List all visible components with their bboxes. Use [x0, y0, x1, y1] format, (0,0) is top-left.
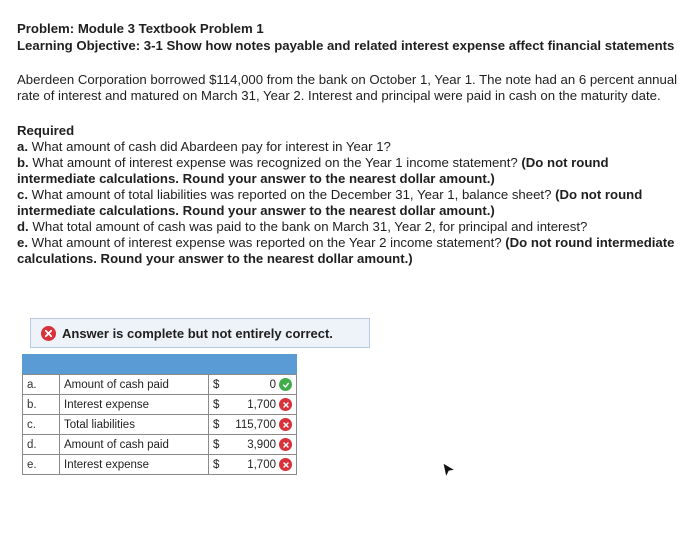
problem-intro: Aberdeen Corporation borrowed $114,000 from the bank on October 1, Year 1. The note had an 6 percent annual rate of interest and matured on March 31, Year 2. Interest and principal were paid in cash on the maturity date.	[17, 72, 678, 103]
question-c-note: (Do not round intermediate calculations. Round your answer to the nearest dollar amount.)	[17, 187, 643, 218]
problem-page	[17, 20, 685, 267]
question-b-note: (Do not round intermediate calculations. Round your answer to the nearest dollar amount.)	[17, 155, 609, 186]
table-row: c. Total liabilities $ 115,700	[23, 415, 297, 435]
x-circle-icon	[279, 458, 292, 471]
answer-input-e[interactable]: 1,700	[221, 455, 297, 475]
answer-input-c[interactable]: 115,700	[221, 415, 297, 435]
question-c: c. What amount of total liabilities was reported on the December 31, Year 1, balance sheet? (Do not round intermediate calculations. Round your answer to the nearest dollar amount.)	[17, 187, 643, 218]
questions-list	[17, 139, 685, 267]
mouse-cursor-icon	[442, 462, 456, 478]
answer-table	[22, 354, 297, 475]
answer-input-a[interactable]: 0	[221, 375, 297, 395]
question-e-note: (Do not round intermediate calculations. Round your answer to the nearest dollar amount.)	[17, 235, 675, 266]
question-a: a. What amount of cash did Abardeen pay for interest in Year 1?	[17, 139, 391, 154]
table-row: d. Amount of cash paid $ 3,900	[23, 435, 297, 455]
question-d: d. What total amount of cash was paid to the bank on March 31, Year 2, for principal and interest?	[17, 219, 588, 234]
x-circle-icon	[41, 326, 56, 341]
question-b: b. What amount of interest expense was recognized on the Year 1 income statement? (Do not round intermediate calculations. Round your answer to the nearest dollar amount.)	[17, 155, 609, 186]
answer-input-d[interactable]: 3,900	[221, 435, 297, 455]
question-e: e. What amount of interest expense was reported on the Year 2 income statement? (Do not round intermediate calculations. Round your answer to the nearest dollar amount.)	[17, 235, 675, 266]
answer-input-b[interactable]: 1,700	[221, 395, 297, 415]
table-row: b. Interest expense $ 1,700	[23, 395, 297, 415]
learning-objective: Learning Objective: 3-1 Show how notes payable and related interest expense affect financial statements	[17, 38, 675, 53]
feedback-banner	[30, 318, 370, 348]
feedback-banner-text: Answer is complete but not entirely correct.	[62, 325, 333, 341]
table-row: e. Interest expense $ 1,700	[23, 455, 297, 475]
required-title: Required	[17, 123, 75, 138]
answer-table-header	[22, 354, 297, 374]
check-icon	[279, 378, 292, 391]
x-circle-icon	[279, 438, 292, 451]
table-row: a. Amount of cash paid $ 0	[23, 375, 297, 395]
x-circle-icon	[279, 418, 292, 431]
problem-title: Problem: Module 3 Textbook Problem 1	[17, 21, 264, 36]
x-circle-icon	[279, 398, 292, 411]
